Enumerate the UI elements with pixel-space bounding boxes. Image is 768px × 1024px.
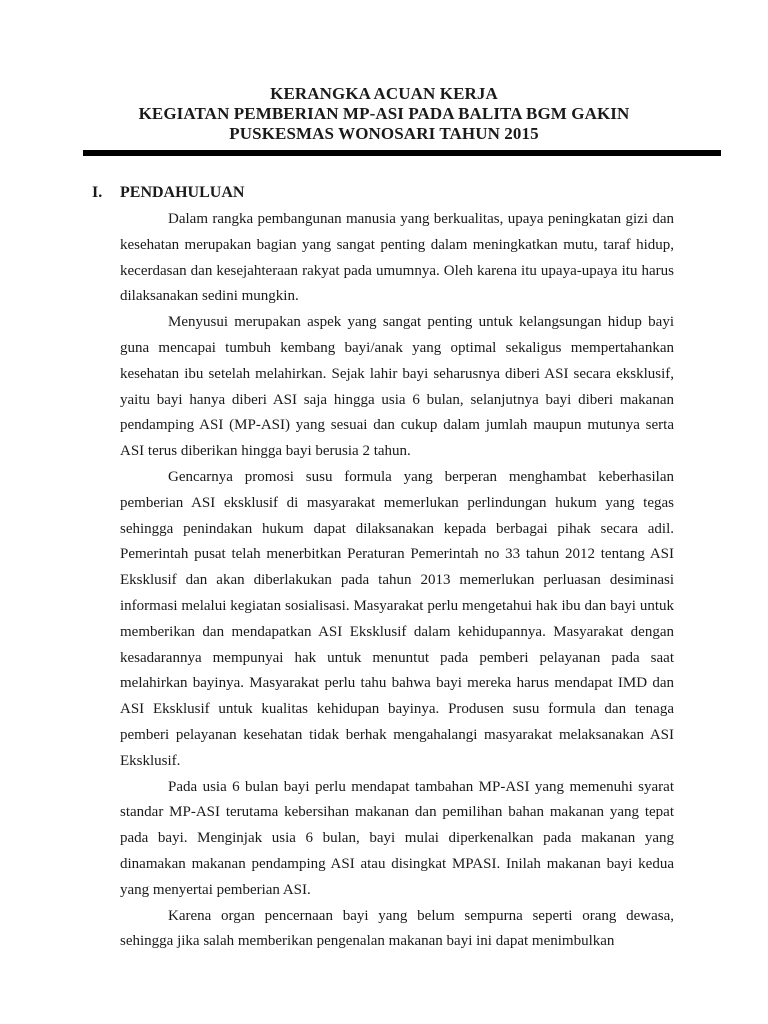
paragraph-4: Pada usia 6 bulan bayi perlu mendapat tambahan MP-ASI yang memenuhi syarat standar MP-ASI terutama kebersihan makanan dan pemilihan bahan makanan yang tepat pada bayi. Menginjak usia 6 bulan, bayi mulai diperkenalkan pada makanan yang dinamakan makanan pendamping ASI atau disingkat MPASI. Inilah makanan bayi kedua yang menyertai pemberian ASI.: [120, 778, 674, 898]
title-line-3: PUSKESMAS WONOSARI TAHUN 2015: [229, 124, 539, 143]
title-line-2: KEGIATAN PEMBERIAN MP-ASI PADA BALITA BGM GAKIN: [138, 104, 630, 123]
section-title: PENDAHULUAN: [120, 184, 245, 201]
paragraph-1: Dalam rangka pembangunan manusia yang berkualitas, upaya peningkatan gizi dan kesehatan merupakan bagian yang sangat penting dalam meningkatkan mutu, taraf hidup, kecerdasan dan kesejahteraan rakyat pada umumnya. Oleh karena itu upaya-upaya itu harus dilaksanakan sedini mungkin.: [120, 211, 674, 305]
paragraph-2: Menyusui merupakan aspek yang sangat penting untuk kelangsungan hidup bayi guna mencapai tumbuh kembang bayi/anak yang optimal sekaligus mempertahankan kesehatan ibu setelah melahirkan. Sejak lahir bayi seharusnya diberi ASI secara eksklusif, yaitu bayi hanya diberi ASI saja hingga usia 6 bulan, selanjutnya bayi diberi makanan pendamping ASI (MP-ASI) yang sesuai dan cukup dalam jumlah maupun mutunya serta ASI terus diberikan hingga bayi berusia 2 tahun.: [120, 314, 674, 460]
section-body: [120, 207, 674, 955]
title-divider: [83, 150, 721, 156]
document-title: [0, 84, 768, 144]
title-line-1: KERANGKA ACUAN KERJA: [270, 84, 498, 103]
paragraph-3: Gencarnya promosi susu formula yang berperan menghambat keberhasilan pemberian ASI eksklusif di masyarakat memerlukan perlindungan hukum yang tegas sehingga penindakan hukum dapat dilaksanakan kepada berbagai pihak secara adil. Pemerintah pusat telah menerbitkan Peraturan Pemerintah no 33 tahun 2012 tentang ASI Eksklusif dan akan diberlakukan pada tahun 2013 memerlukan perluasan desiminasi informasi melalui kegiatan sosialisasi. Masyarakat perlu mengetahui hak ibu dan bayi untuk memberikan dan mendapatkan ASI Eksklusif dalam kehidupannya. Masyarakat dengan kesadarannya mempunyai hak untuk menuntut pada pemberi pelayanan pada saat melahirkan bayinya. Masyarakat perlu tahu bahwa bayi mereka harus mendapat IMD dan ASI Eksklusif untuk kualitas kehidupan bayinya. Produsen susu formula dan tenaga pemberi pelayanan kesehatan tidak berhak mengahalangi masyarakat melaksanakan ASI Eksklusif.: [120, 468, 674, 769]
paragraph-5: Karena organ pencernaan bayi yang belum sempurna seperti orang dewasa, sehingga jika salah memberikan pengenalan makanan bayi ini dapat menimbulkan: [120, 907, 674, 950]
section-number: I.: [92, 184, 103, 201]
